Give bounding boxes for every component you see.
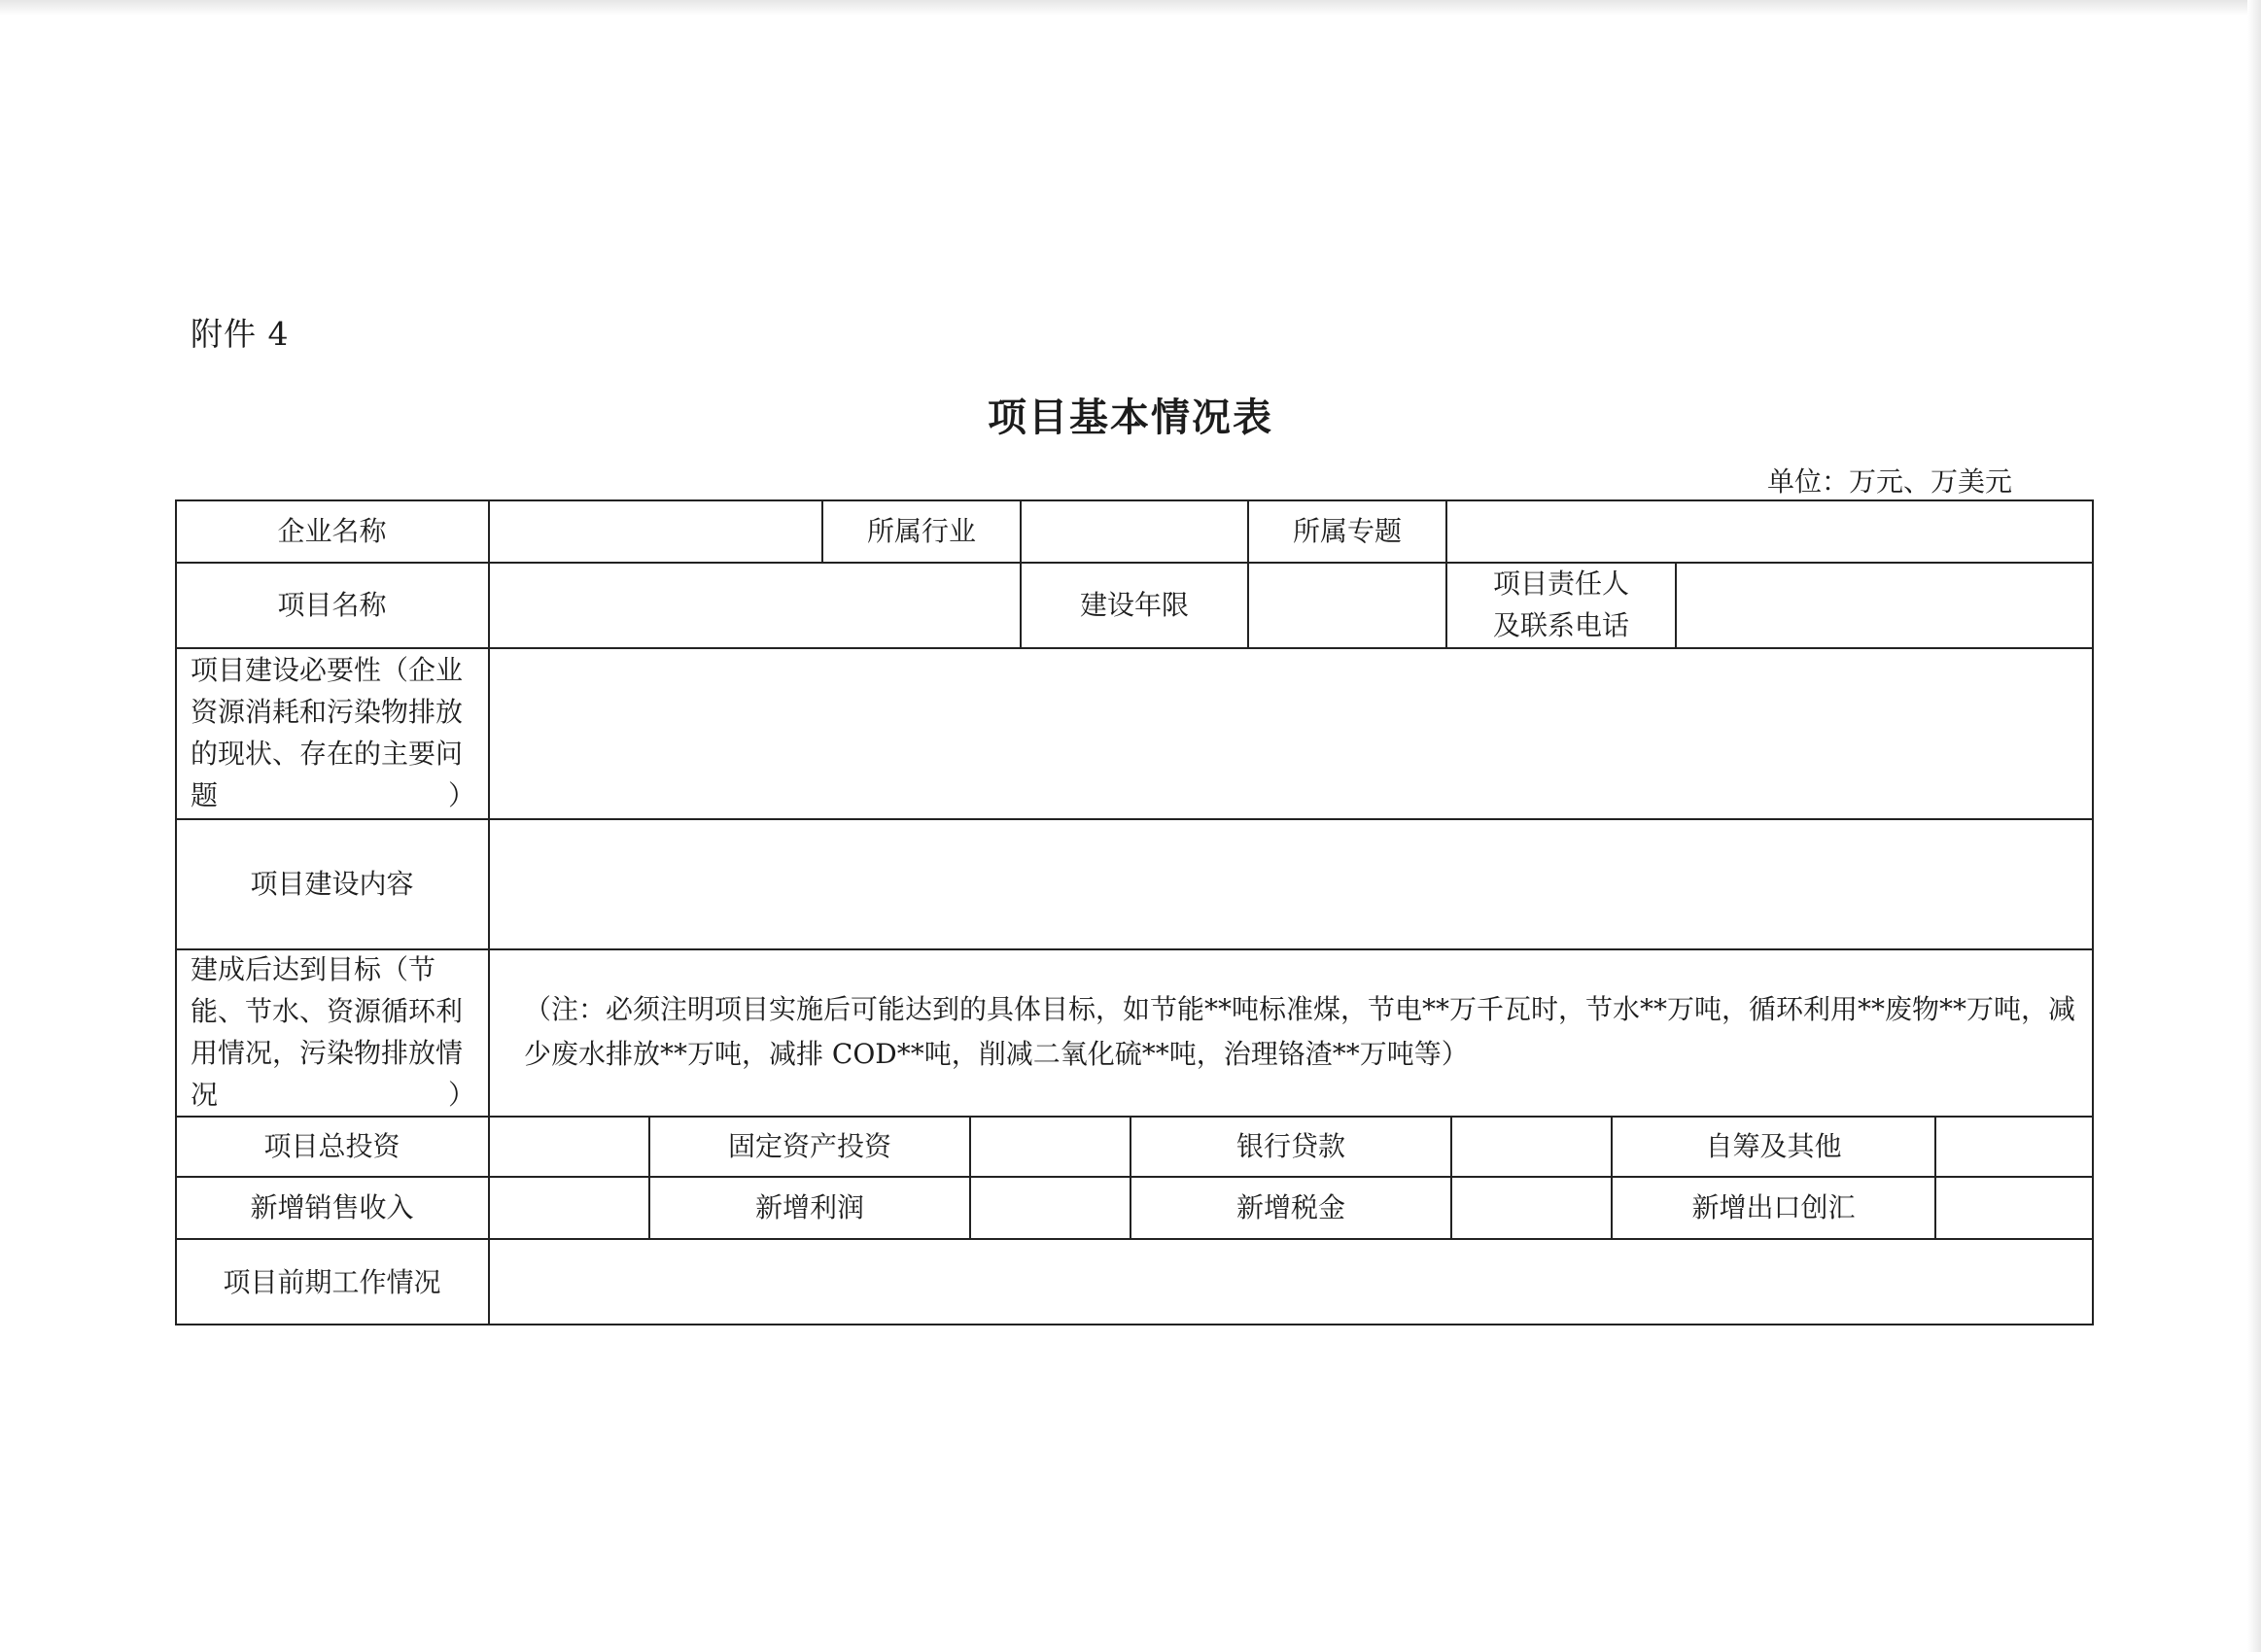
new-export-field[interactable] (1935, 1176, 2094, 1238)
necessity-label: 项目建设必要性（企业资源消耗和污染物排放的现状、存在的主要问题） (191, 654, 475, 811)
total-investment-label: 项目总投资 (263, 1129, 400, 1162)
targets-note[interactable]: （注：必须注明项目实施后可能达到的具体目标，如节能**吨标准煤，节电**万千瓦时，节水**万吨，循环利用**废物**万吨，减少废水排放**万吨，减排 COD**吨，削减二氧化硫**吨，治理铬渣**万吨等） (524, 993, 2076, 1070)
project-leader-label: 项目责任人 及联系电话 (1492, 568, 1629, 641)
row-divider (175, 1176, 2094, 1178)
col-divider (1445, 499, 1447, 647)
topic-field[interactable] (1446, 499, 2094, 562)
table-border-right (2092, 499, 2094, 1325)
col-divider (1611, 1116, 1613, 1238)
project-name-field[interactable] (489, 562, 1021, 647)
table-border-top (175, 499, 2094, 501)
content-field[interactable] (489, 818, 2094, 948)
new-profit-label: 新增利润 (754, 1190, 864, 1223)
table-border-bottom (175, 1324, 2094, 1325)
table-border-left (175, 499, 177, 1325)
new-sales-field[interactable] (489, 1176, 649, 1238)
row-divider (175, 948, 2094, 950)
bank-loan-field[interactable] (1451, 1116, 1612, 1176)
project-info-table (175, 499, 2094, 1325)
self-raised-field[interactable] (1935, 1116, 2094, 1176)
row-divider (175, 647, 2094, 649)
unit-label: 单位：万元、万美元 (1767, 465, 2013, 498)
col-divider (1675, 562, 1677, 647)
col-divider (1020, 499, 1022, 647)
preliminary-work-field[interactable] (489, 1238, 2094, 1325)
project-name-label: 项目名称 (277, 588, 387, 621)
col-divider (1934, 1116, 1936, 1238)
company-name-label: 企业名称 (277, 514, 387, 547)
bank-loan-label: 银行贷款 (1235, 1129, 1345, 1162)
targets-label: 建成后达到目标（节能、节水、资源循环利用情况，污染物排放情况） (191, 953, 475, 1111)
row-divider (175, 1238, 2094, 1240)
col-divider (821, 499, 823, 562)
new-export-label: 新增出口创汇 (1691, 1190, 1856, 1223)
row-divider (175, 562, 2094, 564)
new-profit-field[interactable] (970, 1176, 1130, 1238)
preliminary-work-label: 项目前期工作情况 (223, 1265, 441, 1298)
industry-field[interactable] (1021, 499, 1248, 562)
col-divider (648, 1116, 650, 1238)
construction-period-label: 建设年限 (1079, 588, 1189, 621)
project-leader-field[interactable] (1676, 562, 2094, 647)
content-label: 项目建设内容 (250, 867, 414, 900)
col-divider (488, 499, 490, 1325)
construction-period-field[interactable] (1248, 562, 1446, 647)
topic-label: 所属专题 (1292, 514, 1402, 547)
col-divider (1247, 499, 1249, 647)
new-tax-label: 新增税金 (1235, 1190, 1345, 1223)
necessity-field[interactable] (489, 647, 2094, 818)
fixed-assets-label: 固定资产投资 (727, 1129, 891, 1162)
scan-edge-right (2247, 0, 2261, 1652)
col-divider (969, 1116, 971, 1238)
row-divider (175, 1116, 2094, 1118)
scan-edge-top (0, 0, 2261, 16)
attachment-label: 附件 4 (191, 315, 290, 353)
row-divider (175, 818, 2094, 820)
page-title: 项目基本情况表 (988, 395, 1273, 440)
new-tax-field[interactable] (1451, 1176, 1612, 1238)
col-divider (1450, 1116, 1452, 1238)
new-sales-label: 新增销售收入 (250, 1190, 414, 1223)
col-divider (1130, 1116, 1131, 1238)
total-investment-field[interactable] (489, 1116, 649, 1176)
fixed-assets-field[interactable] (970, 1116, 1130, 1176)
industry-label: 所属行业 (866, 514, 976, 547)
self-raised-label: 自筹及其他 (1705, 1129, 1842, 1162)
